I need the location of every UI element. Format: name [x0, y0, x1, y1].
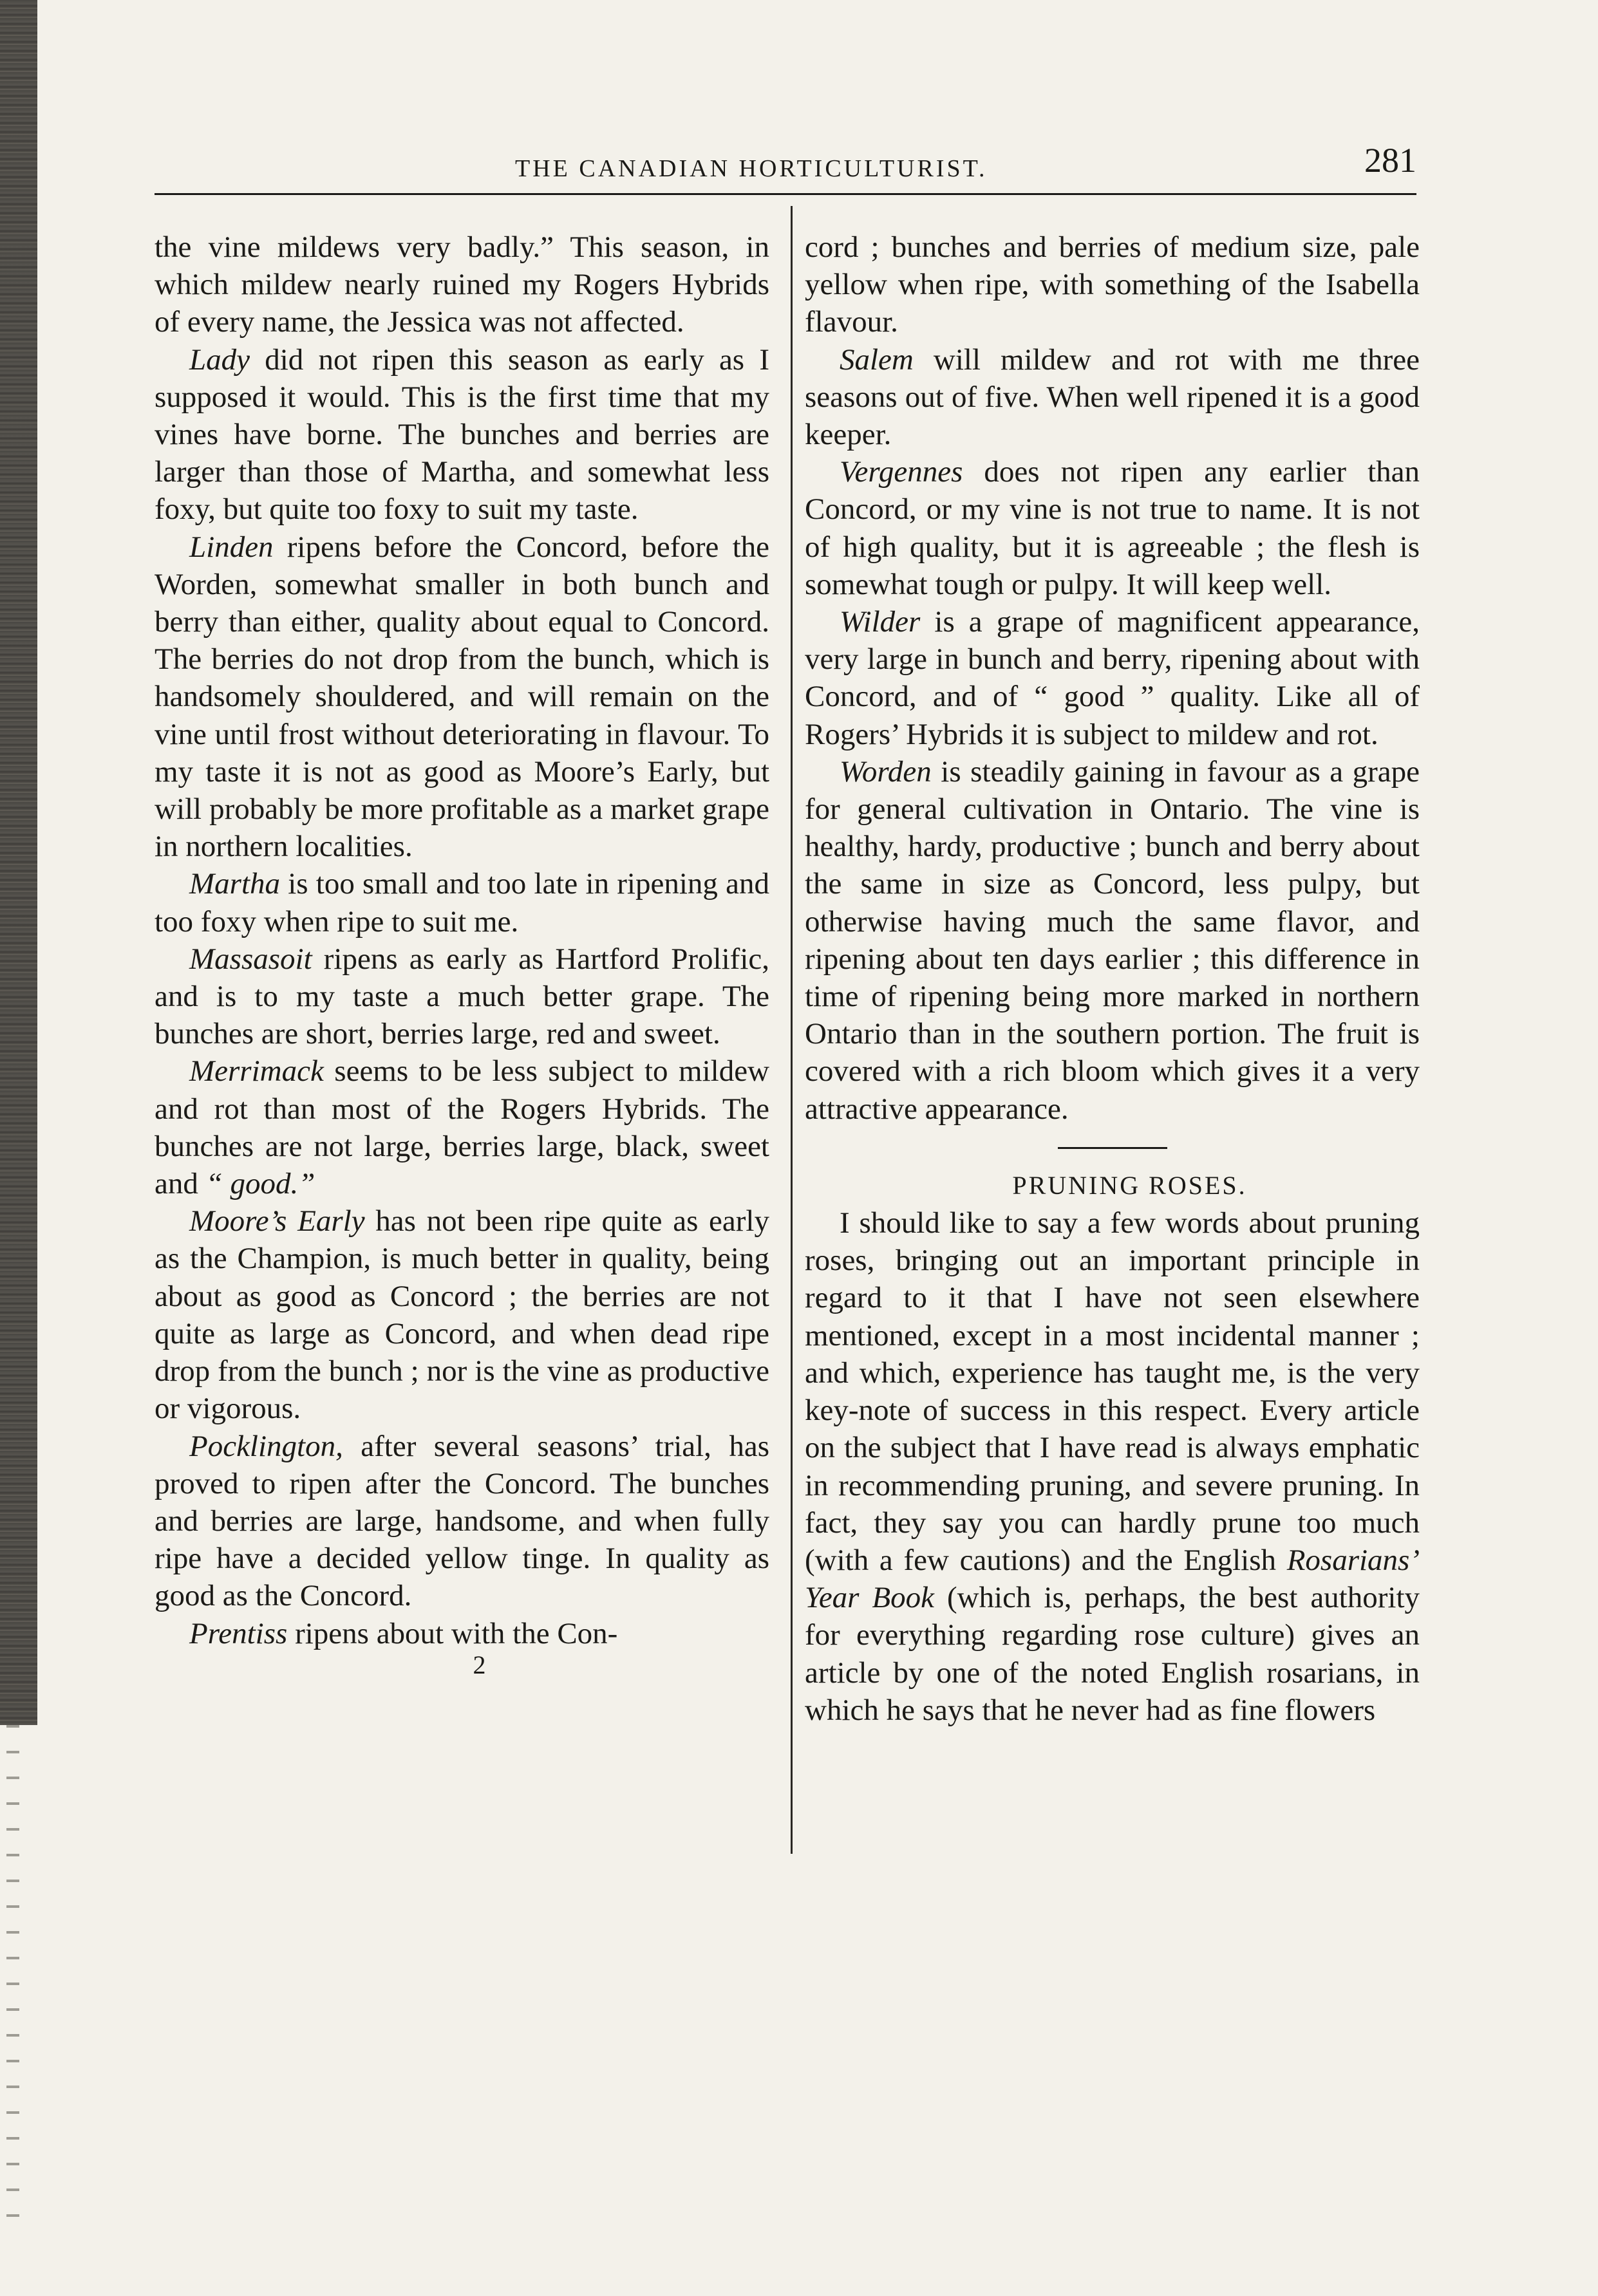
- paragraph-jessica: the vine mildews very badly.” This season, in which mildew nearly ruined my Rogers Hybrids of every name, the Jessica was not affected.: [155, 230, 769, 339]
- variety-name: Wilder: [840, 605, 921, 639]
- paragraph-worden: Worden is steadily gaining in favour as a grape for general cultivation in Ontario. The vine is healthy, hardy, productive ; bunch and berry about the same in size as Concord, less pulpy, but otherwise having much the same flavor, and ripening about ten days earlier ; this difference in time of ripening being more marked in northern Ontario than in the southern portion. The fruit is covered with a rich bloom which gives it a very attractive appearance.: [805, 754, 1420, 1126]
- section-rule: [1058, 1147, 1167, 1149]
- variety-name: Martha: [189, 867, 280, 901]
- variety-name: Worden: [840, 754, 932, 789]
- book-binding-edge: [0, 0, 37, 1725]
- signature-mark: 2: [473, 1650, 486, 1679]
- variety-name: Salem: [840, 342, 914, 377]
- paragraph-wilder: Wilder is a grape of magnificent appearance, very large in bunch and berry, ripening about with Concord, and of “ good ” quality. Like all of Rogers’ Hybrids it is subject to mildew and rot.: [805, 605, 1420, 751]
- section-heading: PRUNING ROSES.: [1012, 1170, 1247, 1200]
- paragraph-massasoit: Massasoit ripens as early as Hartford Prolific, and is to my taste a much better grape. The bunches are short, berries large, red and sweet.: [155, 942, 769, 1051]
- variety-name: Moore’s Early: [189, 1204, 365, 1238]
- variety-name: Merrimack: [189, 1054, 324, 1088]
- paragraph-prentiss: Prentiss ripens about with the Con-: [189, 1616, 618, 1650]
- left-column: [155, 229, 769, 1678]
- paragraph-merrimack: Merrimack seems to be less subject to mildew and rot than most of the Rogers Hybrids. The bunches are not large, berries large, black, sweet and “ good.”: [155, 1054, 769, 1201]
- paragraph-salem: Salem will mildew and rot with me three seasons out of five. When well ripened it is a good keeper.: [805, 342, 1420, 452]
- variety-name: Prentiss: [189, 1616, 288, 1650]
- paragraph-lady: Lady did not ripen this season as early as I supposed it would. This is the first time that my vines have borne. The bunches and berries are larger than those of Martha, and somewhat less foxy, but quite too foxy to suit my taste.: [155, 342, 769, 527]
- variety-name: Pocklington,: [189, 1429, 343, 1463]
- paragraph-martha: Martha is too small and too late in ripening and too foxy when ripe to suit me.: [155, 867, 769, 938]
- column-divider: [791, 206, 793, 1854]
- page-number: 281: [1364, 141, 1416, 180]
- variety-name: Lady: [189, 342, 250, 377]
- binding-edge-marks: [6, 1725, 19, 2240]
- running-header: [155, 140, 1416, 192]
- header-rule: [155, 193, 1416, 195]
- variety-name: Linden: [189, 530, 274, 564]
- paragraph-pruning-roses: I should like to say a few words about pruning roses, bringing out an important principle in regard to it that I have not seen elsewhere mentioned, except in a most incidental manner ; and which, experience has taught me, is the very key-note of success in this respect. Every article on the subject that I have read is always emphatic in recommending pruning, and severe pruning. In fact, they say you can hardly prune too much (with a few cautions) and the English Rosarians’ Year Book (which is, perhaps, the best authority for everything regarding rose culture) gives an article by one of the noted English rosarians, in which he says that he never had as fine flowers: [805, 1206, 1420, 1727]
- variety-name: Massasoit: [189, 942, 312, 976]
- book-title: Rosarians’ Year Book: [805, 1543, 1420, 1615]
- paragraph-linden: Linden ripens before the Concord, before the Worden, somewhat smaller in both bunch and berry than either, quality about equal to Concord. The berries do not drop from the bunch, which is handsomely shouldered, and will remain on the vine until frost without deteriorating in flavour. To my taste it is not as good as Moore’s Early, but will probably be more profitable as a market grape in northern localities.: [155, 530, 769, 864]
- paragraph-vergennes: Vergennes does not ripen any earlier than Concord, or my vine is not true to name. It is not of high quality, but it is agreeable ; the flesh is somewhat tough or pulpy. It will keep well.: [805, 455, 1420, 601]
- right-column: [805, 229, 1420, 1729]
- paragraph-pocklington: Pocklington, after several seasons’ trial, has proved to ripen after the Concord. The bunches and berries are large, handsome, and when fully ripe have a decided yellow tinge. In quality as good as the Concord.: [155, 1429, 769, 1613]
- paragraph-prentiss-cont: cord ; bunches and berries of medium size, pale yellow when ripe, with something of the Isabella flavour.: [805, 230, 1420, 339]
- variety-name: Vergennes: [840, 455, 963, 489]
- running-title: THE CANADIAN HORTICULTURIST.: [515, 155, 988, 182]
- paragraph-moores-early: Moore’s Early has not been ripe quite as early as the Champion, is much better in quality, being about as good as Concord ; the berries are not quite as large as Concord, and when dead ripe drop from the bunch ; nor is the vine as productive or vigorous.: [155, 1204, 769, 1426]
